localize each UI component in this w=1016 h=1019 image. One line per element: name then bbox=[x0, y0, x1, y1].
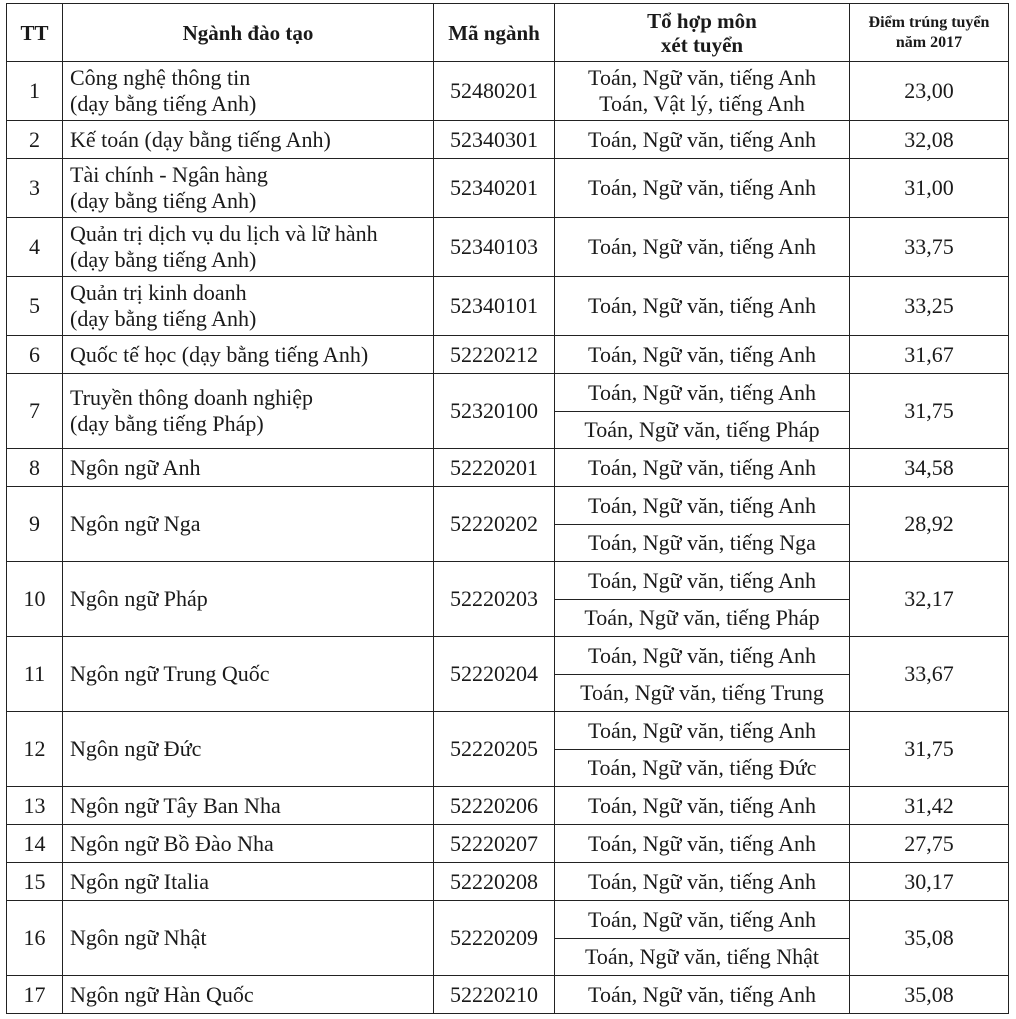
major-code: 52220206 bbox=[434, 787, 555, 825]
table-row bbox=[7, 487, 1009, 525]
major-name-line: Quản trị dịch vụ du lịch và lữ hành bbox=[70, 221, 378, 246]
subject-combination-line: Toán, Ngữ văn, tiếng Anh bbox=[588, 830, 816, 856]
subject-combination-line: Toán, Ngữ văn, tiếng Anh bbox=[588, 126, 816, 152]
row-number: 15 bbox=[7, 863, 63, 901]
row-number: 8 bbox=[7, 449, 63, 487]
admission-score: 32,17 bbox=[850, 562, 1009, 637]
subject-combination bbox=[555, 637, 850, 675]
admission-score: 31,75 bbox=[850, 712, 1009, 787]
table-row bbox=[7, 863, 1009, 901]
subject-combination bbox=[555, 449, 850, 487]
header-tt: TT bbox=[7, 4, 63, 62]
major-name bbox=[63, 863, 434, 901]
subject-combination-line: Toán, Ngữ văn, tiếng Anh bbox=[588, 906, 816, 932]
header-row bbox=[7, 4, 1009, 62]
major-name-line: Kế toán (dạy bằng tiếng Anh) bbox=[70, 126, 331, 152]
major-name bbox=[63, 712, 434, 787]
major-code: 52340101 bbox=[434, 277, 555, 336]
subject-combination-line: Toán, Ngữ văn, tiếng Anh bbox=[588, 792, 816, 818]
major-name bbox=[63, 277, 434, 336]
major-name-line: (dạy bằng tiếng Anh) bbox=[70, 91, 257, 116]
subject-combination bbox=[555, 901, 850, 939]
subject-combination-line: Toán, Ngữ văn, tiếng Nhật bbox=[585, 944, 819, 969]
subject-combination bbox=[555, 374, 850, 412]
subject-combination bbox=[555, 939, 850, 976]
subject-combination bbox=[555, 277, 850, 336]
major-name-line: Tài chính - Ngân hàng bbox=[70, 162, 268, 187]
subject-combination bbox=[555, 600, 850, 637]
subject-combination-line: Toán, Ngữ văn, tiếng Pháp bbox=[584, 417, 820, 442]
subject-combination-line: Toán, Ngữ văn, tiếng Anh bbox=[588, 454, 816, 480]
header-combination bbox=[555, 4, 850, 62]
subject-combination bbox=[555, 825, 850, 863]
major-name bbox=[63, 121, 434, 159]
major-name-line: Ngôn ngữ Anh bbox=[70, 454, 201, 480]
major-name bbox=[63, 336, 434, 374]
row-number: 16 bbox=[7, 901, 63, 976]
table-row bbox=[7, 787, 1009, 825]
major-name-line: Ngôn ngữ Italia bbox=[70, 868, 210, 894]
header-code: Mã ngành bbox=[434, 4, 555, 62]
row-number: 14 bbox=[7, 825, 63, 863]
table-row bbox=[7, 336, 1009, 374]
major-name bbox=[63, 901, 434, 976]
subject-combination bbox=[555, 218, 850, 277]
subject-combination-line: Toán, Ngữ văn, tiếng Anh bbox=[588, 492, 816, 518]
row-number: 2 bbox=[7, 121, 63, 159]
subject-combination-line: Toán, Ngữ văn, tiếng Anh bbox=[588, 379, 816, 405]
major-name-line: Ngôn ngữ Tây Ban Nha bbox=[70, 792, 281, 818]
subject-combination bbox=[555, 712, 850, 750]
major-name-line: Ngôn ngữ Pháp bbox=[70, 586, 208, 611]
major-name bbox=[63, 976, 434, 1014]
major-name-line: (dạy bằng tiếng Anh) bbox=[70, 188, 257, 213]
admission-score: 30,17 bbox=[850, 863, 1009, 901]
major-name-line: Quốc tế học (dạy bằng tiếng Anh) bbox=[70, 341, 369, 367]
table-row bbox=[7, 374, 1009, 412]
major-name bbox=[63, 374, 434, 449]
major-code: 52220202 bbox=[434, 487, 555, 562]
admission-score: 31,00 bbox=[850, 159, 1009, 218]
major-code: 52220203 bbox=[434, 562, 555, 637]
subject-combination-line: Toán, Ngữ văn, tiếng Trung bbox=[580, 680, 824, 705]
subject-combination bbox=[555, 976, 850, 1014]
admission-score: 31,42 bbox=[850, 787, 1009, 825]
major-code: 52220201 bbox=[434, 449, 555, 487]
admission-score: 23,00 bbox=[850, 62, 1009, 121]
row-number: 11 bbox=[7, 637, 63, 712]
subject-combination-line: Toán, Ngữ văn, tiếng Đức bbox=[587, 755, 817, 780]
admission-score: 35,08 bbox=[850, 976, 1009, 1014]
subject-combination-line: Toán, Ngữ văn, tiếng Anh bbox=[588, 642, 816, 668]
major-code: 52220207 bbox=[434, 825, 555, 863]
major-name-line: (dạy bằng tiếng Anh) bbox=[70, 247, 257, 272]
admission-score: 31,75 bbox=[850, 374, 1009, 449]
row-number: 13 bbox=[7, 787, 63, 825]
table-row bbox=[7, 159, 1009, 218]
table-body bbox=[7, 62, 1009, 1014]
table-row bbox=[7, 825, 1009, 863]
admission-scores-table bbox=[6, 3, 1009, 1014]
major-name bbox=[63, 62, 434, 121]
subject-combination bbox=[555, 750, 850, 787]
subject-combination bbox=[555, 487, 850, 525]
subject-combination-line: Toán, Ngữ văn, tiếng Nga bbox=[588, 530, 816, 555]
major-code: 52220208 bbox=[434, 863, 555, 901]
major-code: 52480201 bbox=[434, 62, 555, 121]
table-row bbox=[7, 901, 1009, 939]
subject-combination bbox=[555, 525, 850, 562]
major-name-line: Công nghệ thông tin bbox=[70, 65, 251, 90]
row-number: 17 bbox=[7, 976, 63, 1014]
subject-combination-line: Toán, Vật lý, tiếng Anh bbox=[599, 91, 805, 116]
header-combination-line1: Tổ hợp môn bbox=[647, 8, 757, 33]
major-name bbox=[63, 449, 434, 487]
subject-combination bbox=[555, 675, 850, 712]
major-name bbox=[63, 487, 434, 562]
table-row bbox=[7, 62, 1009, 121]
major-name bbox=[63, 787, 434, 825]
header-combination-line2: xét tuyển bbox=[660, 32, 744, 57]
major-name-line: Ngôn ngữ Nhật bbox=[70, 925, 207, 950]
major-code: 52220204 bbox=[434, 637, 555, 712]
table-row bbox=[7, 976, 1009, 1014]
subject-combination-line: Toán, Ngữ văn, tiếng Anh bbox=[588, 868, 816, 894]
major-name bbox=[63, 218, 434, 277]
admission-score: 35,08 bbox=[850, 901, 1009, 976]
subject-combination bbox=[555, 62, 850, 121]
major-code: 52220210 bbox=[434, 976, 555, 1014]
major-code: 52340301 bbox=[434, 121, 555, 159]
admission-score: 31,67 bbox=[850, 336, 1009, 374]
subject-combination-line: Toán, Ngữ văn, tiếng Anh bbox=[588, 341, 816, 367]
major-name bbox=[63, 562, 434, 637]
subject-combination-line: Toán, Ngữ văn, tiếng Anh bbox=[588, 175, 816, 200]
subject-combination-line: Toán, Ngữ văn, tiếng Anh bbox=[588, 234, 816, 259]
major-name bbox=[63, 637, 434, 712]
major-name-line: Ngôn ngữ Hàn Quốc bbox=[70, 981, 254, 1007]
row-number: 9 bbox=[7, 487, 63, 562]
subject-combination-line: Toán, Ngữ văn, tiếng Pháp bbox=[584, 605, 820, 630]
table-row bbox=[7, 277, 1009, 336]
subject-combination bbox=[555, 787, 850, 825]
major-name-line: (dạy bằng tiếng Anh) bbox=[70, 306, 257, 331]
row-number: 4 bbox=[7, 218, 63, 277]
major-name-line: Ngôn ngữ Trung Quốc bbox=[70, 661, 270, 686]
admission-score: 28,92 bbox=[850, 487, 1009, 562]
subject-combination bbox=[555, 562, 850, 600]
major-code: 52220212 bbox=[434, 336, 555, 374]
table-row bbox=[7, 712, 1009, 750]
row-number: 1 bbox=[7, 62, 63, 121]
major-code: 52220205 bbox=[434, 712, 555, 787]
subject-combination bbox=[555, 121, 850, 159]
table-row bbox=[7, 121, 1009, 159]
subject-combination-line: Toán, Ngữ văn, tiếng Anh bbox=[588, 65, 816, 90]
admission-score: 27,75 bbox=[850, 825, 1009, 863]
subject-combination bbox=[555, 159, 850, 218]
major-name-line: Ngôn ngữ Bồ Đào Nha bbox=[70, 830, 274, 856]
subject-combination bbox=[555, 336, 850, 374]
major-name-line: Truyền thông doanh nghiệp bbox=[70, 385, 314, 410]
table-row bbox=[7, 637, 1009, 675]
major-name-line: (dạy bằng tiếng Pháp) bbox=[70, 411, 264, 436]
header-score bbox=[850, 4, 1009, 62]
admission-score: 33,67 bbox=[850, 637, 1009, 712]
admission-score: 33,25 bbox=[850, 277, 1009, 336]
row-number: 7 bbox=[7, 374, 63, 449]
major-name-line: Quản trị kinh doanh bbox=[70, 280, 247, 305]
admission-score: 32,08 bbox=[850, 121, 1009, 159]
subject-combination-line: Toán, Ngữ văn, tiếng Anh bbox=[588, 717, 816, 743]
major-code: 52340103 bbox=[434, 218, 555, 277]
row-number: 10 bbox=[7, 562, 63, 637]
major-name bbox=[63, 159, 434, 218]
table-row bbox=[7, 218, 1009, 277]
header-score-line2: năm 2017 bbox=[895, 33, 963, 51]
row-number: 5 bbox=[7, 277, 63, 336]
subject-combination-line: Toán, Ngữ văn, tiếng Anh bbox=[588, 981, 816, 1007]
major-name bbox=[63, 825, 434, 863]
subject-combination bbox=[555, 412, 850, 449]
subject-combination bbox=[555, 863, 850, 901]
major-name-line: Ngôn ngữ Đức bbox=[70, 736, 202, 761]
subject-combination-line: Toán, Ngữ văn, tiếng Anh bbox=[588, 293, 816, 318]
table-row bbox=[7, 562, 1009, 600]
major-code: 52220209 bbox=[434, 901, 555, 976]
header-score-line1: Điểm trúng tuyển bbox=[868, 13, 990, 31]
admission-score: 33,75 bbox=[850, 218, 1009, 277]
admission-score: 34,58 bbox=[850, 449, 1009, 487]
major-name-line: Ngôn ngữ Nga bbox=[70, 511, 201, 536]
major-code: 52340201 bbox=[434, 159, 555, 218]
major-code: 52320100 bbox=[434, 374, 555, 449]
row-number: 3 bbox=[7, 159, 63, 218]
row-number: 12 bbox=[7, 712, 63, 787]
table-row bbox=[7, 449, 1009, 487]
row-number: 6 bbox=[7, 336, 63, 374]
header-major: Ngành đào tạo bbox=[63, 4, 434, 62]
subject-combination-line: Toán, Ngữ văn, tiếng Anh bbox=[588, 567, 816, 593]
